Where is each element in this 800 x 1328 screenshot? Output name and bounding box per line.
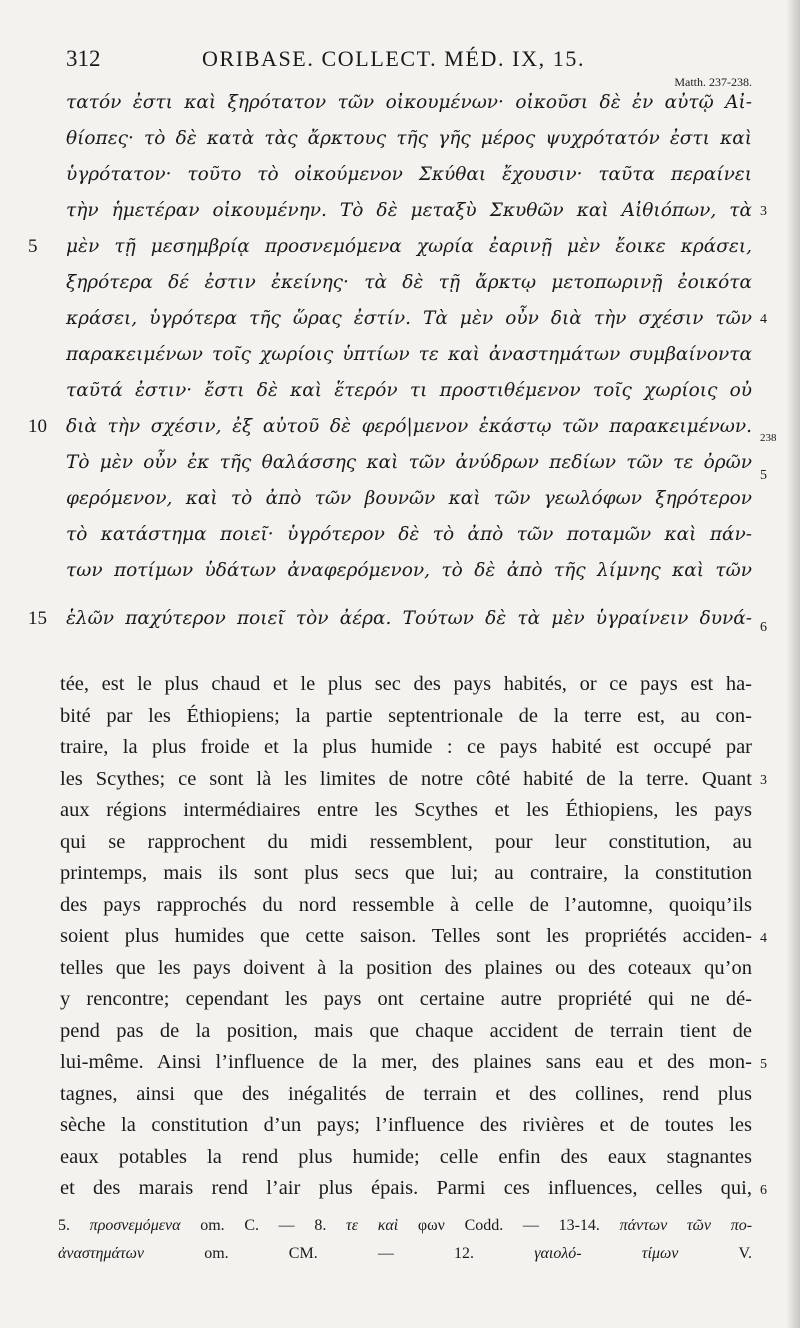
- greek-line: Τὸ μὲν οὖν ἐκ τῆς θαλάσσης καὶ τῶν ἀνύδρων πεδίων τῶν τε ὀρῶν: [66, 452, 752, 473]
- line-number: 15: [28, 608, 47, 629]
- greek-line: τὴν ἡμετέραν οἰκουμένην. Τὸ δὲ μεταξὺ Σκυθῶν καὶ Αἰθιόπων, τὰ: [66, 200, 752, 221]
- edition-reference: Matth. 237-238.: [674, 75, 752, 89]
- greek-line: φερόμενον, καὶ τὸ ἀπὸ τῶν βουνῶν καὶ τῶν γεωλόφων ξηρότερον: [66, 488, 752, 509]
- margin-section-number: 3: [760, 773, 767, 788]
- footnote-line: [58, 1217, 752, 1243]
- greek-line: ταῦτά ἐστιν· ἔστι δὲ καὶ ἕτερόν τι προστιθέμενον τοῖς χωρίοις οὐ: [66, 380, 752, 401]
- footnote-text: om. CM. — 12.: [204, 1245, 475, 1262]
- french-line: printemps, mais ils sont plus secs que lui; au contraire, la constitution: [60, 862, 752, 884]
- line-number: 5: [28, 236, 38, 257]
- greek-line: τατόν ἐστι καὶ ξηρότατον τῶν οἰκουμένων· οἰκοῦσι δὲ ἐν αὐτῷ Αἰ-: [66, 92, 752, 113]
- french-line: pend pas de la position, mais que chaque accident de terrain tient de: [60, 1020, 752, 1042]
- footnote-text: om. C. — 8.: [200, 1217, 327, 1234]
- running-title: ORIBASE. COLLECT. MÉD. IX, 15.: [202, 46, 586, 71]
- line-number: 10: [28, 416, 47, 437]
- greek-line: τὸ κατάστημα ποιεῖ· ὑγρότερον δὲ τὸ ἀπὸ τῶν ποταμῶν καὶ πάν-: [66, 524, 752, 545]
- greek-line: ἑλῶν παχύτερον ποιεῖ τὸν ἀέρα. Τούτων δὲ τὰ μὲν ὑγραίνειν δυνά-: [66, 608, 752, 629]
- margin-section-number: 4: [760, 312, 767, 327]
- french-line: qui se rapprochent du midi ressemblent, pour leur constitution, au: [60, 831, 752, 853]
- french-line: et des marais rend l’air plus épais. Parmi ces influences, celles qui,: [60, 1177, 752, 1199]
- greek-line: μὲν τῇ μεσημβρίᾳ προσνεμόμενα χωρία ἐαρινῇ μὲν ἔοικε κράσει,: [66, 236, 752, 257]
- french-line: soient plus humides que cette saison. Telles sont les propriétés acciden-: [60, 925, 752, 947]
- french-line: lui-même. Ainsi l’influence de la mer, des plaines sans eau et des mon-: [60, 1051, 752, 1073]
- french-line: sèche la constitution d’un pays; l’influence des rivières et de toutes les: [60, 1114, 752, 1136]
- page-number: 312: [66, 46, 101, 71]
- french-line: les Scythes; ce sont là les limites de notre côté habité de la terre. Quant: [60, 768, 752, 790]
- french-line: aux régions intermédiaires entre les Scythes et les Éthiopiens, les pays: [60, 799, 752, 821]
- margin-page-number: 238: [760, 432, 777, 444]
- greek-line: ξηρότερα δέ ἐστιν ἐκείνης· τὰ δὲ τῇ ἄρκτῳ μετοπωρινῇ ἐοικότα: [66, 272, 752, 293]
- french-line: telles que les pays doivent à la position des plaines ou des coteaux qu’on: [60, 957, 752, 979]
- running-head: [62, 40, 760, 78]
- french-line: bité par les Éthiopiens; la partie septentrionale de la terre est, au con-: [60, 705, 752, 727]
- french-line: tagnes, ainsi que des inégalités de terrain et des collines, rend plus: [60, 1083, 752, 1105]
- margin-section-number: 4: [760, 931, 767, 946]
- greek-line: παρακειμένων τοῖς χωρίοις ὑπτίων τε καὶ ἀναστημάτων συμβαίνοντα: [66, 344, 752, 365]
- footnote-greek: τίμων: [641, 1245, 679, 1262]
- margin-section-number: 3: [760, 204, 767, 219]
- margin-section-number: 6: [760, 1183, 767, 1198]
- french-line: eaux potables la rend plus humide; celle enfin des eaux stagnantes: [60, 1146, 752, 1168]
- footnote-ref: 5.: [58, 1217, 70, 1234]
- greek-line: των ποτίμων ὑδάτων ἀναφερόμενον, τὸ δὲ ἀπὸ τῆς λίμνης καὶ τῶν: [66, 560, 752, 581]
- greek-line: διὰ τὴν σχέσιν, ἐξ αὐτοῦ δὲ φερό|μενον ἑκάστῳ τῶν παρακειμένων.: [66, 416, 752, 437]
- footnote-greek: πάντων τῶν πο-: [619, 1217, 753, 1234]
- margin-section-number: 6: [760, 620, 767, 635]
- margin-section-number: 5: [760, 1057, 767, 1072]
- greek-line: θίοπες· τὸ δὲ κατὰ τὰς ἄρκτους τῆς γῆς μέρος ψυχρότατόν ἐστι καὶ: [66, 128, 752, 149]
- footnote-text: φων Codd. — 13-14.: [417, 1217, 600, 1234]
- french-line: traire, la plus froide et la plus humide : ce pays habité est occupé par: [60, 736, 752, 758]
- greek-line: κράσει, ὑγρότερα τῆς ὥρας ἐστίν. Τὰ μὲν οὖν διὰ τὴν σχέσιν τῶν: [66, 308, 752, 329]
- footnote-line: [58, 1245, 752, 1271]
- footnote-greek: γαιολό-: [534, 1245, 582, 1262]
- footnote-text: V.: [738, 1245, 753, 1262]
- footnote-greek: προσνεμόμενα: [89, 1217, 181, 1234]
- margin-section-number: 5: [760, 468, 767, 483]
- footnote-greek: τε καὶ: [346, 1217, 399, 1234]
- footnote-greek: ἀναστημάτων: [58, 1245, 145, 1262]
- french-line: des pays rapprochés du nord ressemble à celle de l’automne, quoiqu’ils: [60, 894, 752, 916]
- greek-line: ὑγρότατον· τοῦτο τὸ οἰκούμενον Σκύθαι ἔχουσιν· ταῦτα περαίνει: [66, 164, 752, 185]
- french-line: y rencontre; cependant les pays ont certaine autre propriété qui ne dé-: [60, 988, 752, 1010]
- french-line: tée, est le plus chaud et le plus sec des pays habités, or ce pays est ha-: [60, 673, 752, 695]
